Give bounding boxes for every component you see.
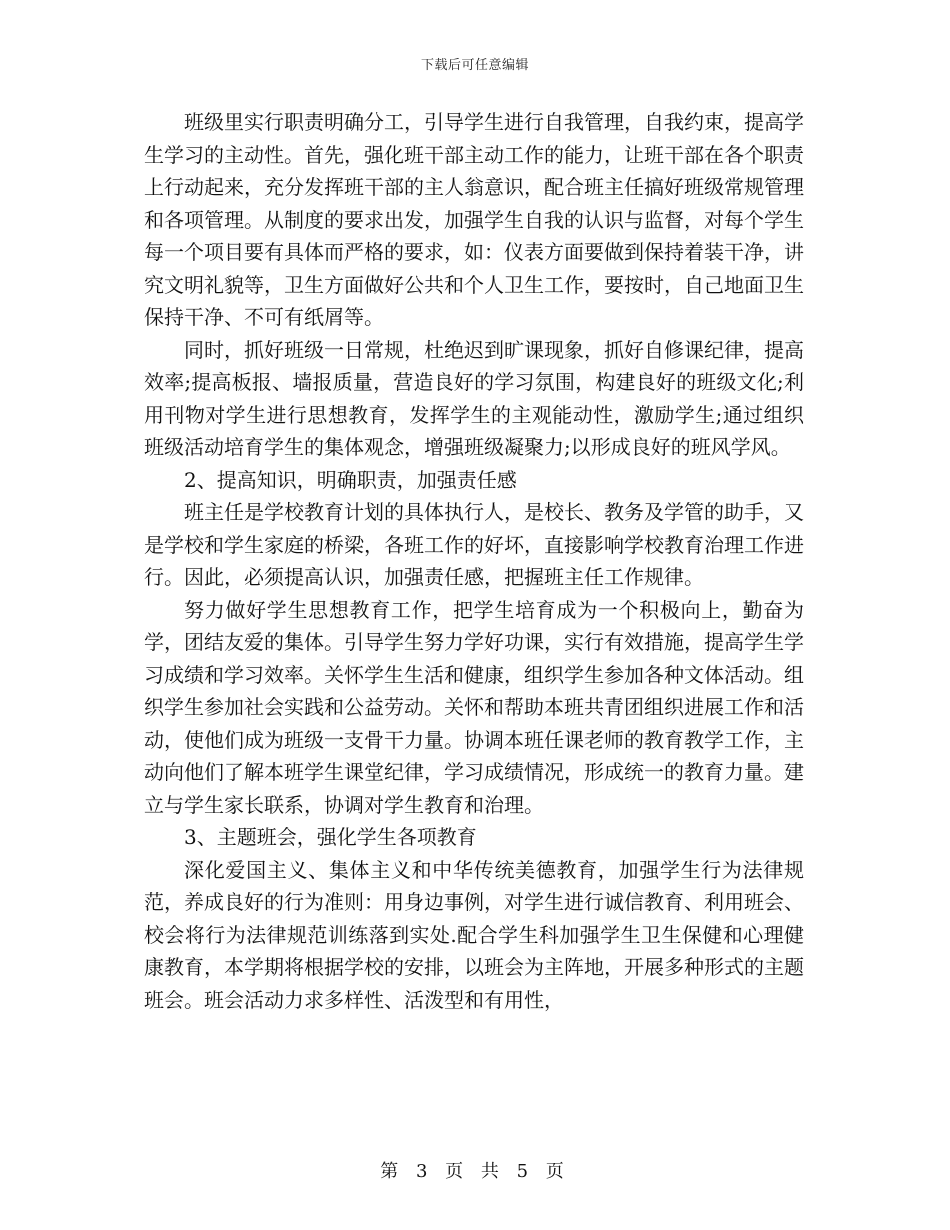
- paragraph-daily-routine: 同时，抓好班级一日常规，杜绝迟到旷课现象，抓好自修课纪律，提高效率;提高板报、墙报质量，营造良好的学习氛围，构建良好的班级文化;利用刊物对学生进行思想教育，发挥学生的主观能动性，激励学生;通过组织班级活动培育学生的集体观念，增强班级凝聚力;以形成良好的班风学风。: [144, 337, 804, 459]
- page-header: 下载后可任意编辑: [420, 58, 529, 73]
- document-body: [144, 106, 804, 1016]
- paragraph-patriotic-education: 深化爱国主义、集体主义和中华传统美德教育，加强学生行为法律规范，养成良好的行为准则：用身边事例，对学生进行诚信教育、利用班会、校会将行为法律规范训练落到实处.配合学生科加强学生卫生保健和心理健康教育，本学期将根据学校的安排，以班会为主阵地，开展多种形式的主题班会。班会活动力求多样性、活泼型和有用性，: [144, 857, 804, 1012]
- paragraph-head-teacher-role: 班主任是学校教育计划的具体执行人，是校长、教务及学管的助手，又是学校和学生家庭的桥梁，各班工作的好坏，直接影响学校教育治理工作进行。因此，必须提高认识，加强责任感，把握班主任工作规律。: [144, 500, 804, 589]
- section-heading-3: 3、主题班会，强化学生各项教育: [184, 825, 477, 849]
- section-heading-2: 2、提高知识，明确职责，加强责任感: [184, 467, 517, 492]
- paragraph-ideological-education: 努力做好学生思想教育工作，把学生培育成为一个积极向上，勤奋为学，团结友爱的集体。引导学生努力学好功课，实行有效措施，提高学生学习成绩和学习效率。关怀学生生活和健康，组织学生参加各种文体活动。组织学生参加社会实践和公益劳动。关怀和帮助本班共青团组织进展工作和活动，使他们成为班级一支骨干力量。协调本班任课老师的教育教学工作，主动向他们了解本班学生课堂纪律，学习成绩情况，形成统一的教育力量。建立与学生家长联系，协调对学生教育和治理。: [144, 597, 804, 817]
- page-footer: 第 3 页 共 5 页: [380, 1161, 570, 1182]
- paragraph-class-duties: 班级里实行职责明确分工，引导学生进行自我管理，自我约束，提高学生学习的主动性。首先，强化班干部主动工作的能力，让班干部在各个职责上行动起来，充分发挥班干部的主人翁意识，配合班主任搞好班级常规管理和各项管理。从制度的要求出发，加强学生自我的认识与监督，对每个学生每一个项目要有具体而严格的要求，如：仪表方面要做到保持着装干净，讲究文明礼貌等，卫生方面做好公共和个人卫生工作，要按时，自己地面卫生保持干净、不可有纸屑等。: [144, 110, 804, 329]
